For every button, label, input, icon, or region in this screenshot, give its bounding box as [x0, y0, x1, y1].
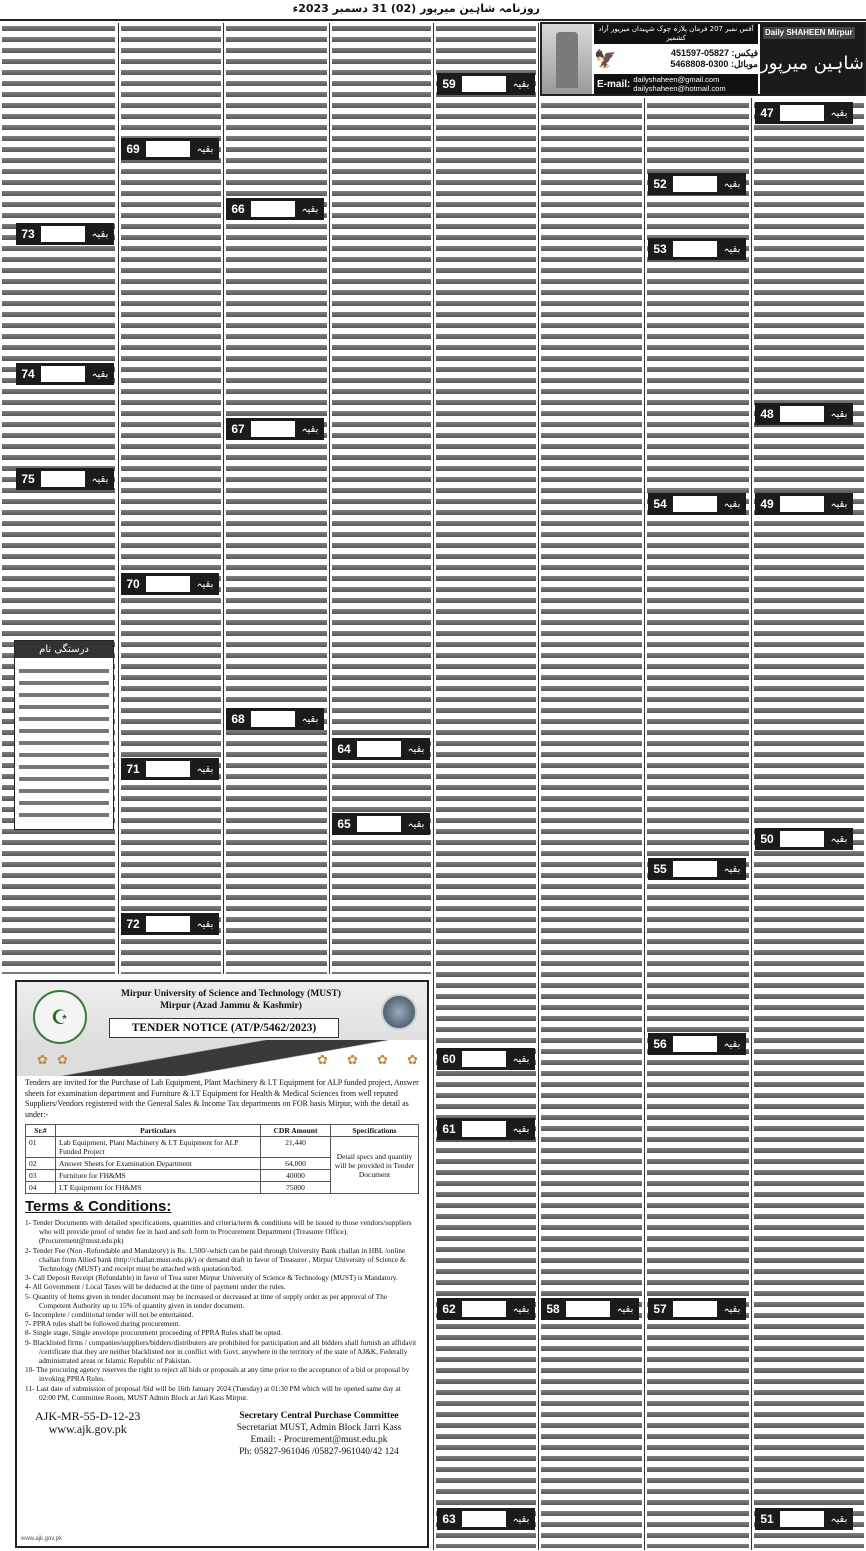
story-number: 57	[653, 1302, 667, 1316]
continued-label: بقیہ	[616, 1303, 634, 1315]
term-item: 7- PPRA rules shall be followed during procurement.	[25, 1319, 181, 1329]
continued-story-box	[121, 573, 219, 595]
blank-box	[357, 741, 401, 757]
story-number: 71	[126, 762, 140, 776]
signatory-address: Secretariat MUST, Admin Block Jarri Kass	[236, 1423, 402, 1434]
particulars-cell: Lab Equipment, Plant Machinery & I.T Equipment for ALP Funded Project	[56, 1137, 261, 1158]
university-name	[95, 988, 367, 1012]
continued-story-box	[16, 363, 114, 385]
continued-label: بقیہ	[723, 178, 741, 190]
continued-story-box	[437, 1118, 535, 1140]
sr-cell: 03	[26, 1170, 56, 1182]
story-number: 63	[442, 1512, 456, 1526]
blank-box	[780, 105, 824, 121]
continued-story-box	[755, 102, 853, 124]
fax-label: فیکس:	[731, 48, 758, 58]
continued-story-box	[16, 468, 114, 490]
blank-box	[41, 226, 85, 242]
continued-label: بقیہ	[512, 1513, 530, 1525]
story-number: 69	[126, 142, 140, 156]
continued-story-box	[648, 1298, 746, 1320]
story-number: 72	[126, 917, 140, 931]
blank-box	[462, 1121, 506, 1137]
mobile-label: موبائل:	[730, 59, 758, 69]
tender-notice-ad	[15, 980, 429, 1548]
story-number: 66	[231, 202, 245, 216]
continued-label: بقیہ	[91, 228, 109, 240]
continued-story-box	[121, 913, 219, 935]
continued-story-box	[332, 738, 430, 760]
dateline: روزنامہ شاہین میرپور (02) 31 دسمبر 2023ء	[280, 0, 540, 18]
blank-box	[673, 496, 717, 512]
continued-story-box	[226, 198, 324, 220]
continued-label: بقیہ	[512, 1123, 530, 1135]
story-number: 55	[653, 862, 667, 876]
correction-notice	[14, 640, 114, 830]
particulars-cell: I.T Equipment for FH&MS	[56, 1182, 261, 1194]
continued-label: بقیہ	[830, 408, 848, 420]
term-item: 10- The procuring agency reserves the right to reject all bids or proposals at any time prior to the acceptance of a bid or proposal by invoking PPRA Rules.	[25, 1365, 410, 1384]
continued-story-box	[437, 1508, 535, 1530]
tender-footer	[25, 1410, 419, 1458]
continued-label: بقیہ	[512, 1303, 530, 1315]
continued-story-box	[648, 858, 746, 880]
signatory-block	[219, 1410, 419, 1458]
tender-header	[17, 982, 427, 1078]
column-rule	[751, 98, 752, 1550]
term-item: 5- Quantity of Items given in tender document may be increased or decreased at time of supply order as per approval of The Competent Authority up to 15% of quantity given in tender document.	[25, 1291, 388, 1310]
newspaper-logo	[760, 24, 864, 94]
blank-box	[462, 1301, 506, 1317]
continued-story-box	[437, 73, 535, 95]
continued-story-box	[437, 1298, 535, 1320]
story-number: 65	[337, 817, 351, 831]
blank-box	[462, 1051, 506, 1067]
continued-label: بقیہ	[723, 863, 741, 875]
continued-label: بقیہ	[196, 143, 214, 155]
continued-label: بقیہ	[830, 833, 848, 845]
office-address: آفس نمبر 207 فرمان پلازہ چوک شہیداں میرپور آزاد کشمیر	[594, 24, 758, 44]
sr-cell: 01	[26, 1137, 56, 1158]
top-rule	[0, 19, 866, 21]
signatory-title: Secretary Central Purchase Committee	[239, 1411, 399, 1422]
maple-leaves-decoration: ✿ ✿ ✿ ✿ ✿ ✿	[17, 1040, 427, 1076]
terms-list	[25, 1218, 419, 1402]
signatory-phone: Ph: 05827-961046 /05827-961040/42 124	[239, 1447, 399, 1458]
story-number: 51	[760, 1512, 774, 1526]
continued-label: بقیہ	[301, 423, 319, 435]
story-number: 49	[760, 497, 774, 511]
blank-box	[462, 76, 506, 92]
tender-body	[17, 1078, 427, 1458]
mobile-number: 0300-5468808	[670, 59, 729, 69]
ref-code: AJK-MR-55-D-12-23	[35, 1409, 141, 1424]
term-item: 8- Single stage, Single envelope procurement proceeding of PPRA Rules shall be opted.	[25, 1328, 282, 1338]
logo-english: Daily SHAHEEN Mirpur	[765, 28, 853, 37]
column-1-text	[2, 23, 115, 974]
sr-cell: 02	[26, 1158, 56, 1170]
continued-story-box	[648, 1033, 746, 1055]
phone-row	[594, 44, 758, 74]
continued-story-box	[16, 223, 114, 245]
story-number: 70	[126, 577, 140, 591]
university-title: Mirpur University of Science and Technology (MUST)	[121, 989, 341, 999]
continued-story-box	[755, 1508, 853, 1530]
blank-box	[146, 576, 190, 592]
story-number: 52	[653, 177, 667, 191]
continued-label: بقیہ	[407, 743, 425, 755]
footer-site: www.ajk.gov.pk	[21, 1536, 62, 1542]
continued-story-box	[226, 708, 324, 730]
continued-story-box	[541, 1298, 639, 1320]
story-number: 59	[442, 77, 456, 91]
masthead	[540, 22, 866, 96]
story-number: 53	[653, 242, 667, 256]
continued-label: بقیہ	[512, 78, 530, 90]
header-specifications: Specifications	[331, 1125, 419, 1137]
blank-box	[673, 861, 717, 877]
story-number: 48	[760, 407, 774, 421]
email-address: dailyshaheen@hotmail.com	[633, 84, 726, 93]
column-rule	[644, 98, 645, 1550]
story-number: 75	[21, 472, 35, 486]
header-amount: CDR Amount	[261, 1125, 331, 1137]
blank-box	[780, 1511, 824, 1527]
particulars-cell: Answer Sheets for Examination Department	[56, 1158, 261, 1170]
story-number: 68	[231, 712, 245, 726]
header-particulars: Particulars	[56, 1125, 261, 1137]
continued-story-box	[755, 828, 853, 850]
story-number: 62	[442, 1302, 456, 1316]
logo-urdu: شاہین میرپور	[760, 53, 864, 74]
column-rule	[538, 23, 539, 1550]
blank-box	[41, 366, 85, 382]
continued-label: بقیہ	[723, 498, 741, 510]
continued-label: بقیہ	[407, 818, 425, 830]
term-item: 9- Blacklisted firms / companies/suppliers/bidders/distributers are prohibited for participation and all bidders shall furnish an affidavit /certificate that they are neither blacklisted nor in conflict with Govt. anywhere in the territory of the state of AJ&K, Federally administrated areas or Islamic Republic of Pakistan.	[25, 1337, 417, 1366]
continued-story-box	[648, 173, 746, 195]
story-number: 58	[546, 1302, 560, 1316]
blank-box	[251, 201, 295, 217]
blank-box	[462, 1511, 506, 1527]
continued-story-box	[437, 1048, 535, 1070]
blank-box	[146, 916, 190, 932]
continued-label: بقیہ	[91, 368, 109, 380]
term-item: 6- Incomplete / conditional tender will not be entertained.	[25, 1310, 194, 1320]
term-item: 4- All Government / Local Taxes will be deducted at the time of payment under the rules.	[25, 1282, 286, 1292]
term-item: 3- Call Deposit Receipt (Refundable) in favor of Trea surer Mirpur University of Science & Technology (MUST) is Mandatory.	[25, 1273, 398, 1283]
story-number: 64	[337, 742, 351, 756]
eagle-icon: 🦅	[594, 49, 617, 69]
continued-story-box	[755, 403, 853, 425]
story-number: 56	[653, 1037, 667, 1051]
continued-label: بقیہ	[723, 1303, 741, 1315]
amount-cell: 40000	[261, 1170, 331, 1182]
continued-story-box	[332, 813, 430, 835]
column-rule	[433, 23, 434, 1550]
university-location: Mirpur (Azad Jammu & Kashmir)	[160, 1001, 302, 1011]
column-rule	[329, 23, 330, 974]
continued-label: بقیہ	[723, 243, 741, 255]
continued-story-box	[226, 418, 324, 440]
tender-table	[25, 1124, 419, 1194]
email-address: dailyshaheen@gmail.com	[633, 75, 720, 84]
term-item: 1- Tender Documents with detailed specifications, quantities and criteria/term & conditions will be issued to those vendors/suppliers who will provide proof of tender fee in hard and soft form to Procurement Department (Treasurer Office). (Procurement@must.edu.pk)	[25, 1218, 412, 1246]
continued-label: بقیہ	[512, 1053, 530, 1065]
specifications-cell: Detail specs and quantity will be provided in Tender Document	[331, 1137, 419, 1194]
blank-box	[673, 241, 717, 257]
column-8-text	[754, 100, 864, 1548]
story-number: 67	[231, 422, 245, 436]
story-number: 50	[760, 832, 774, 846]
email-label: E-mail:	[597, 78, 631, 90]
blank-box	[673, 176, 717, 192]
column-rule	[118, 23, 119, 974]
story-number: 61	[442, 1122, 456, 1136]
must-logo-icon	[381, 994, 417, 1030]
continued-story-box	[755, 493, 853, 515]
blank-box	[673, 1301, 717, 1317]
continued-story-box	[121, 758, 219, 780]
blank-box	[673, 1036, 717, 1052]
amount-cell: 64,000	[261, 1158, 331, 1170]
continued-label: بقیہ	[301, 203, 319, 215]
ref-site: www.ajk.gov.pk	[48, 1422, 127, 1437]
continued-story-box	[121, 138, 219, 160]
blank-box	[146, 761, 190, 777]
tender-title: TENDER NOTICE (AT/P/5462/2023)	[109, 1018, 339, 1038]
blank-box	[251, 711, 295, 727]
blank-box	[566, 1301, 610, 1317]
column-7-text	[647, 100, 749, 1548]
column-2-text	[121, 23, 221, 974]
term-item: 11- Last date of submission of proposal /bid will be 16th January 2024 (Tuesday) at 01:30 PM which will be opened same day at 02:00 PM, Committee Room, MUST Admin Block at Jari Kass Mirpur.	[25, 1383, 401, 1402]
amount-cell: 21,440	[261, 1137, 331, 1158]
column-6-text	[541, 100, 642, 1548]
continued-label: بقیہ	[301, 713, 319, 725]
continued-label: بقیہ	[723, 1038, 741, 1050]
story-number: 54	[653, 497, 667, 511]
continued-label: بقیہ	[91, 473, 109, 485]
correction-title: درستگی نام	[15, 641, 113, 658]
table-row	[26, 1137, 419, 1158]
terms-heading: Terms & Conditions:	[25, 1198, 172, 1215]
blank-box	[780, 831, 824, 847]
term-item: 2- Tender Fee (Non -Refundable and Mandatory) is Rs. 1,500/-which can be paid through University Bank challan in HBL /online challan from Allied bank (http://challan.must.edu.pk/) or demand draft in favor of Treasurer , Mirpur University of Science & Technology (MUST) and receipt must be attached with quotation/bid.	[25, 1245, 406, 1274]
phones	[670, 48, 758, 70]
header-sr: Sr.#	[26, 1125, 56, 1137]
contact-info	[592, 24, 760, 94]
fax-number: 05827-451597	[670, 48, 730, 58]
continued-story-box	[648, 238, 746, 260]
sr-cell: 04	[26, 1182, 56, 1194]
continued-story-box	[648, 493, 746, 515]
continued-label: بقیہ	[196, 578, 214, 590]
story-number: 73	[21, 227, 35, 241]
continued-label: بقیہ	[830, 107, 848, 119]
tender-intro: Tenders are invited for the Purchase of Lab Equipment, Plant Machinery & I.T Equipment for ALP funded project, Answer sheets for examination department and Furniture & I.T Equipment for Health & Medical Sciences from well reputed Suppliers/Vendors registered with the General Sales & Income Tax departments on FOR basis Mirpur, with the detail as under:-	[25, 1078, 419, 1119]
continued-label: بقیہ	[830, 498, 848, 510]
column-3-text	[226, 23, 327, 974]
email-bar	[594, 74, 758, 94]
ajk-govt-seal-icon: ☪	[33, 990, 87, 1044]
column-rule	[223, 23, 224, 974]
particulars-cell: Furniture for FH&MS	[56, 1170, 261, 1182]
blank-box	[41, 471, 85, 487]
amount-cell: 75000	[261, 1182, 331, 1194]
story-number: 74	[21, 367, 35, 381]
blank-box	[780, 406, 824, 422]
blank-box	[780, 496, 824, 512]
monument-photo	[542, 24, 592, 94]
continued-label: بقیہ	[830, 1513, 848, 1525]
blank-box	[146, 141, 190, 157]
signatory-email: Email: - Procurement@must.edu.pk	[250, 1435, 388, 1446]
ad-reference	[35, 1410, 140, 1436]
continued-label: بقیہ	[196, 763, 214, 775]
correction-text	[19, 665, 109, 825]
story-number: 60	[442, 1052, 456, 1066]
blank-box	[357, 816, 401, 832]
blank-box	[251, 421, 295, 437]
story-number: 47	[760, 106, 774, 120]
continued-label: بقیہ	[196, 918, 214, 930]
